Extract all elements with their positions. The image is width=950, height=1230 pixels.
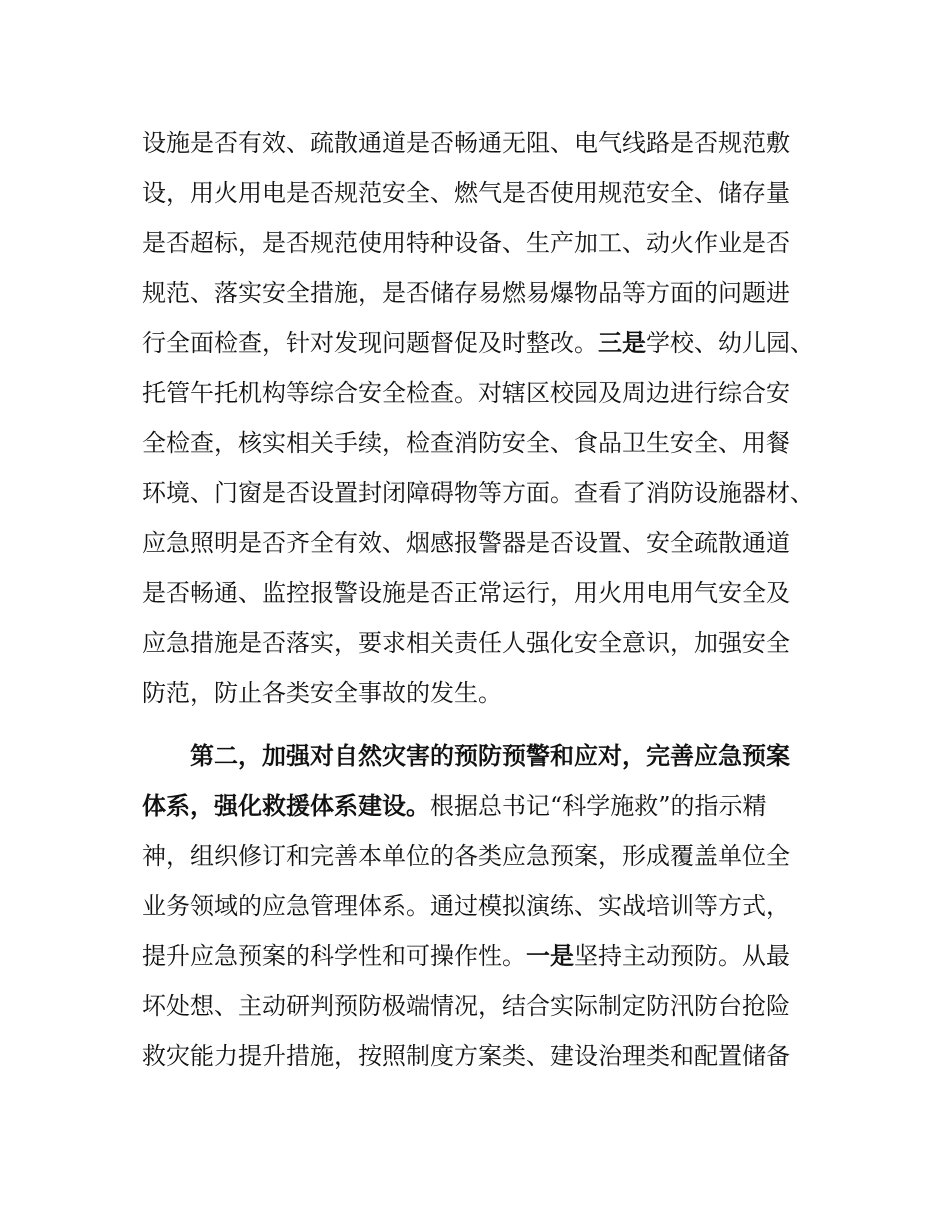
- section-heading-continuation: 体系，强化救援体系建设。: [142, 792, 430, 820]
- text-segment: 学校、幼儿园、: [646, 329, 814, 357]
- text-line: 设施是否有效、疏散通道是否畅通无阻、电气线路是否规范敷: [142, 129, 790, 157]
- paragraph-disaster-prevention: [142, 731, 814, 1081]
- section-heading-second: 第二，加强对自然灾害的预防预警和应对，完善应急预案: [190, 742, 790, 770]
- text-line: [142, 781, 814, 831]
- bold-lead-in-third: 三是: [598, 329, 646, 357]
- text-line: 应急照明是否齐全有效、烟感报警器是否设置、安全疏散通道: [142, 529, 790, 557]
- text-line: 是否畅通、监控报警设施是否正常运行，用火用电用气安全及: [142, 579, 790, 607]
- text-line: [142, 931, 814, 981]
- text-line: 规范、落实安全措施，是否储存易燃易爆物品等方面的问题进: [142, 279, 790, 307]
- text-line: 应急措施是否落实，要求相关责任人强化安全意识，加强安全: [142, 629, 790, 657]
- text-line: 坏处想、主动研判预防极端情况，结合实际制定防汛防台抢险: [142, 992, 790, 1020]
- text-segment: 提升应急预案的科学性和可操作性。: [142, 942, 526, 970]
- text-line: 设，用火用电是否规范安全、燃气是否使用规范安全、储存量: [142, 179, 790, 207]
- text-line: 救灾能力提升措施，按照制度方案类、建设治理类和配置储备: [142, 1042, 790, 1070]
- text-line: 是否超标，是否规范使用特种设备、生产加工、动火作业是否: [142, 229, 790, 257]
- text-line: 业务领域的应急管理体系。通过模拟演练、实战培训等方式，: [142, 892, 790, 920]
- text-line: 托管午托机构等综合安全检查。对辖区校园及周边进行综合安: [142, 379, 790, 407]
- bold-lead-in-first: 一是: [526, 942, 574, 970]
- paragraph-safety-inspection: [142, 118, 814, 718]
- text-line: 防范，防止各类安全事故的发生。: [142, 679, 502, 707]
- text-line: [142, 318, 814, 368]
- text-line: 全检查，核实相关手续，检查消防安全、食品卫生安全、用餐: [142, 429, 790, 457]
- text-segment: 根据总书记“科学施救”的指示精: [430, 792, 767, 820]
- text-line: 神，组织修订和完善本单位的各类应急预案，形成覆盖单位全: [142, 842, 790, 870]
- text-segment: 行全面检查，针对发现问题督促及时整改。: [142, 329, 598, 357]
- text-line: 环境、门窗是否设置封闭障碍物等方面。查看了消防设施器材、: [142, 479, 814, 507]
- text-segment: 坚持主动预防。从最: [574, 942, 790, 970]
